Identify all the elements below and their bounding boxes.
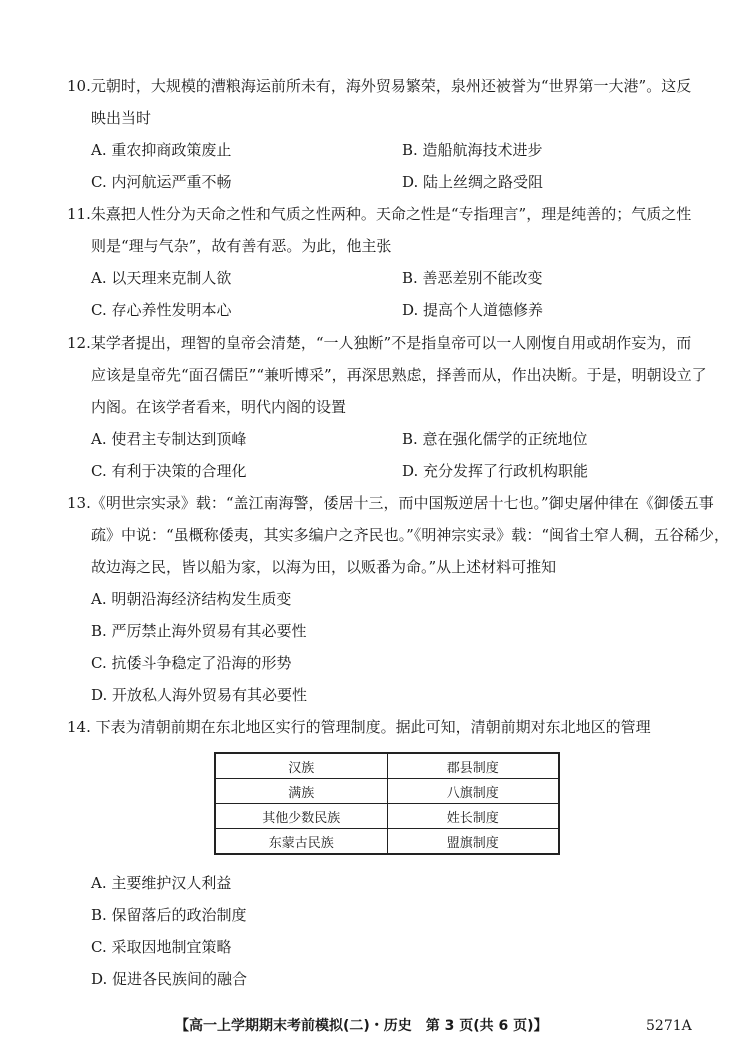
question-10-option-a: A. 重农抑商政策废止 (91, 141, 232, 159)
question-11-line-1: 11.朱熹把人性分为天命之性和气质之性两种。天命之性是“专指理言”，理是纯善的；气质之性 (67, 205, 692, 223)
question-10-line-1: 10.元朝时，大规模的漕粮海运前所未有，海外贸易繁荣，泉州还被誉为“世界第一大港”。这反 (67, 77, 692, 95)
question-12-option-a: A. 使君主专制达到顶峰 (91, 430, 247, 448)
question-13-line-1: 13.《明世宗实录》载：“盖江南海警，倭居十三，而中国叛逆居十七也。”御史屠仲律在《御倭五事 (67, 494, 714, 512)
table-cell-group: 东蒙古民族 (215, 829, 387, 855)
table-cell-group: 满族 (215, 779, 387, 804)
question-12-option-d: D. 充分发挥了行政机构职能 (402, 462, 589, 480)
question-11-option-a: A. 以天理来克制人欲 (91, 269, 232, 287)
table-cell-system: 八旗制度 (387, 779, 559, 804)
question-14-option-a: A. 主要维护汉人利益 (91, 874, 232, 892)
question-13-line-3: 故边海之民，皆以船为家，以海为田，以贩番为命。”从上述材料可推知 (91, 558, 557, 576)
question-13-option-a: A. 明朝沿海经济结构发生质变 (91, 590, 292, 608)
management-system-table (214, 752, 560, 855)
table-row (215, 779, 559, 804)
question-13-line-2: 疏》中说：“虽概称倭夷，其实多编户之齐民也。”《明神宗实录》载：“闽省土窄人稠，五谷稀少， (91, 526, 730, 544)
question-13-option-c: C. 抗倭斗争稳定了沿海的形势 (91, 654, 292, 672)
question-10-option-d: D. 陆上丝绸之路受阻 (402, 173, 544, 191)
question-14-line-1: 14. 下表为清朝前期在东北地区实行的管理制度。据此可知，清朝前期对东北地区的管理 (67, 718, 651, 736)
question-11-line-2: 则是“理与气杂”，故有善有恶。为此，他主张 (91, 237, 392, 255)
question-14-option-d: D. 促进各民族间的融合 (91, 970, 248, 988)
question-14-option-b: B. 保留落后的政治制度 (91, 906, 247, 924)
question-11-option-b: B. 善恶差别不能改变 (402, 269, 543, 287)
page-footer-title: 【高一上学期期末考前模拟(二)・历史 第 3 页(共 6 页)】 (175, 1018, 548, 1034)
table-cell-group: 其他少数民族 (215, 804, 387, 829)
question-12-option-c: C. 有利于决策的合理化 (91, 462, 247, 480)
table-row (215, 804, 559, 829)
table-cell-system: 郡县制度 (387, 753, 559, 779)
question-11-option-d: D. 提高个人道德修养 (402, 301, 544, 319)
question-12-line-1: 12.某学者提出，理智的皇帝会清楚，“一人独断”不是指皇帝可以一人刚愎自用或胡作妄为，而 (67, 334, 692, 352)
question-14-option-c: C. 采取因地制宜策略 (91, 938, 232, 956)
table-row (215, 829, 559, 855)
question-10-line-2: 映出当时 (91, 109, 152, 127)
table-cell-system: 姓长制度 (387, 804, 559, 829)
question-11-option-c: C. 存心养性发明本心 (91, 301, 232, 319)
question-13-option-b: B. 严厉禁止海外贸易有其必要性 (91, 622, 307, 640)
question-13-option-d: D. 开放私人海外贸易有其必要性 (91, 686, 308, 704)
table-row (215, 753, 559, 779)
question-10-option-b: B. 造船航海技术进步 (402, 141, 543, 159)
question-12-line-3: 内阁。在该学者看来，明代内阁的设置 (91, 398, 347, 416)
table-cell-system: 盟旗制度 (387, 829, 559, 855)
table-cell-group: 汉族 (215, 753, 387, 779)
question-12-line-2: 应该是皇帝先“面召儒臣”“兼听博采”，再深思熟虑，择善而从，作出决断。于是，明朝设立了 (91, 366, 707, 384)
question-12-option-b: B. 意在强化儒学的正统地位 (402, 430, 588, 448)
question-10-option-c: C. 内河航运严重不畅 (91, 173, 232, 191)
page-footer-code: 5271A (646, 1018, 692, 1034)
